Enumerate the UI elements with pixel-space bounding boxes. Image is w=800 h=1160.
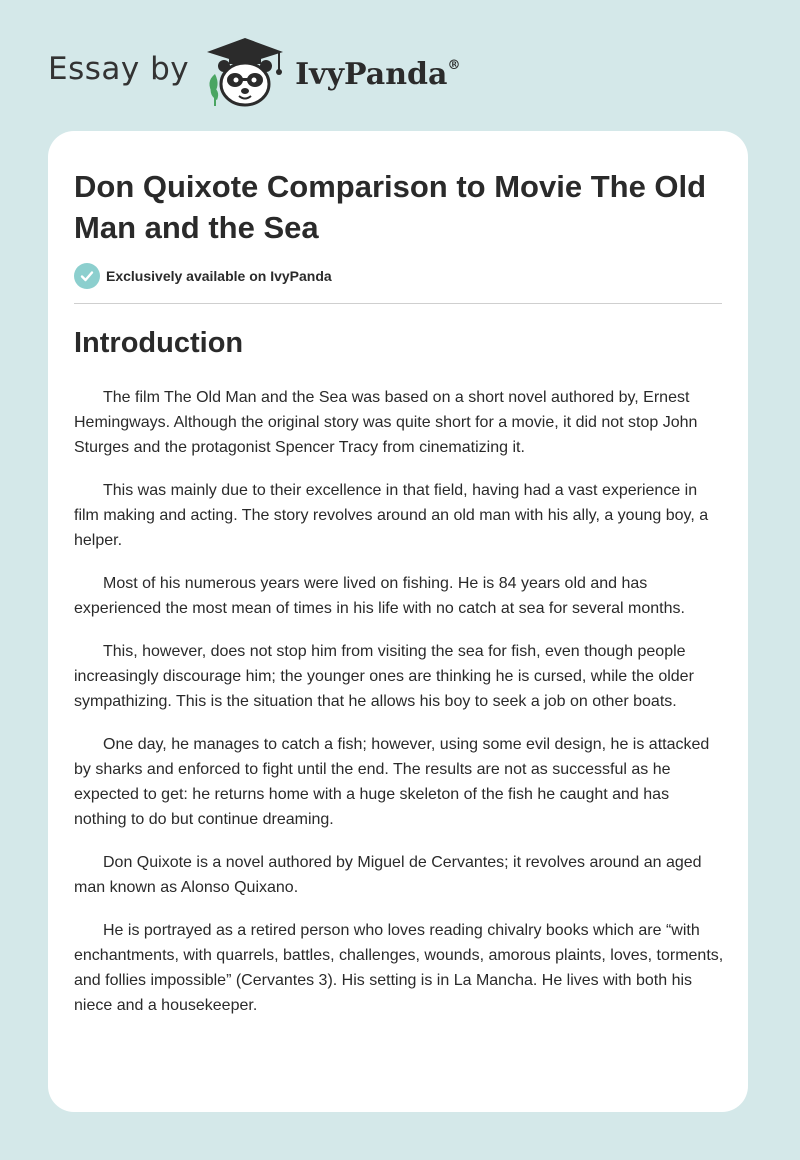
article-card [48, 131, 748, 1112]
paragraph: This was mainly due to their excellence in that field, having had a vast experience in film making and acting. The story revolves around an old man with his ally, a young boy, a helper. [74, 482, 709, 549]
check-icon [74, 263, 100, 289]
section-heading: Introduction [74, 327, 244, 359]
brand-name[interactable] [295, 57, 460, 92]
registered-mark: ® [447, 57, 461, 73]
paragraph: Most of his numerous years were lived on fishing. He is 84 years old and has experienced the most mean of times in his life with no catch at sea for several months. [74, 575, 685, 617]
article-body [74, 385, 724, 1036]
exclusive-badge-label: Exclusively available on IvyPanda [106, 268, 332, 284]
essay-by-label: Essay by [48, 51, 190, 87]
paragraph: Don Quixote is a novel authored by Miguel de Cervantes; it revolves around an aged man known as Alonso Quixano. [74, 854, 702, 896]
paragraph: He is portrayed as a retired person who loves reading chivalry books which are “with enchantments, with quarrels, battles, challenges, wounds, amorous plaints, loves, torments, and follies impossible” (Cervantes 3). His setting is in La Mancha. He lives with both his niece and a housekeeper. [74, 922, 724, 1014]
article-title: Don Quixote Comparison to Movie The Old Man and the Sea [74, 169, 707, 245]
panda-graduate-icon[interactable] [203, 36, 287, 108]
paragraph: One day, he manages to catch a fish; however, using some evil design, he is attacked by sharks and enforced to fight until the end. The results are not as successful as he expected to get: he returns home with a huge skeleton of the fish he caught and has nothing to do but continue dreaming. [74, 736, 710, 828]
brand-label: IvyPanda [295, 56, 448, 92]
exclusive-badge [74, 263, 332, 289]
paragraph: The film The Old Man and the Sea was based on a short novel authored by, Ernest Hemingways. Although the original story was quite short for a movie, it did not stop John Sturges and the protagonist Spencer Tracy from cinematizing it. [74, 389, 698, 456]
paragraph: This, however, does not stop him from visiting the sea for fish, even though people increasingly discourage him; the younger ones are thinking he is cursed, while the older sympathizing. This is the situation that he allows his boy to seek a job on other boats. [74, 643, 694, 710]
site-header [48, 36, 460, 108]
divider [74, 303, 722, 304]
